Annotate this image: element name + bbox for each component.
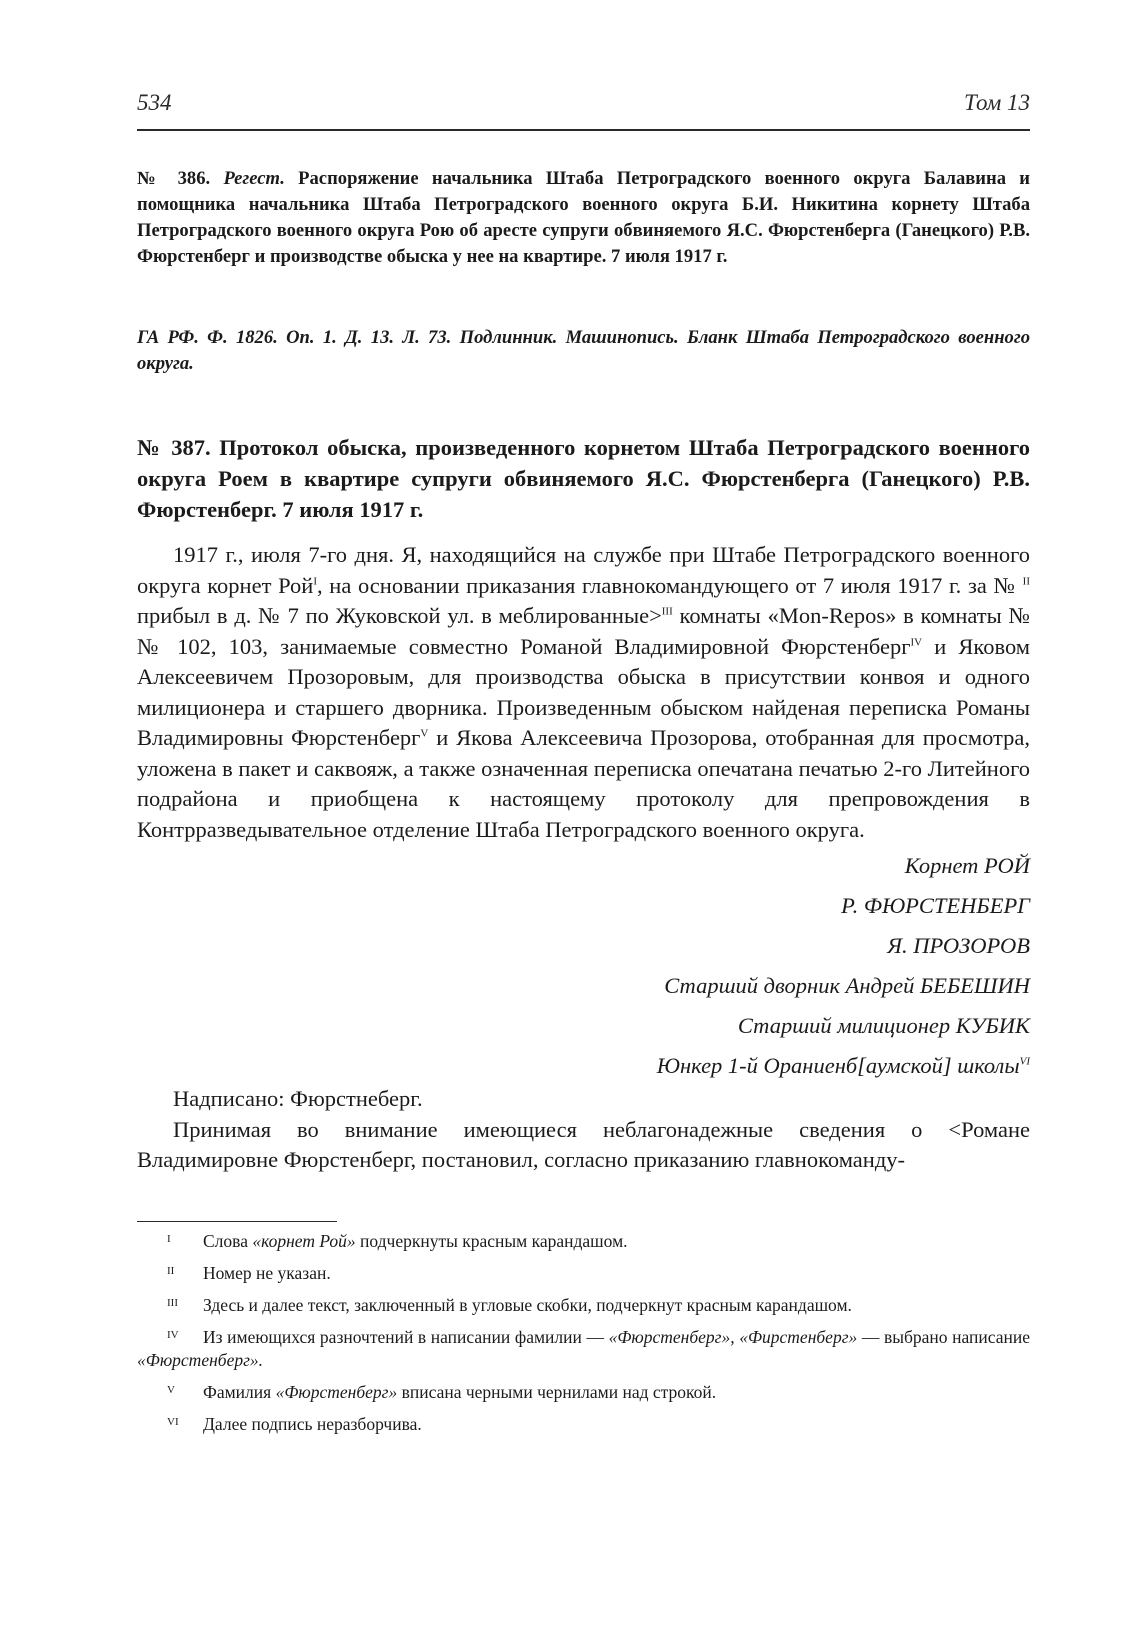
footnote-ref: III (661, 605, 673, 618)
signature-line: Р. ФЮРСТЕНБЕРГ (841, 893, 1030, 918)
footnote-mark: II (167, 1265, 175, 1277)
protocol-paragraph: 1917 г., июля 7-го дня. Я, находящийся на службе при Штабе Петроградского военного округа корнет Рой$^I$, на основании приказания главнокомандующего от 7 июля 1917 г. за № $^{II}$ прибыл в д. № 7 по Жуковской ул. в меблированные>$^{III}$ комнаты «Mon-Repos» в комнаты №№ 102, 103, занимаемые совместно Романой Владимировной Фюрстенберг$^{IV}$ и Яковом Алексеевичем Прозоровым, для производства обыска в присутствии конвоя и одного милиционера и старшего дворника. Произведенным обыском найденая переписка Романы Владимировны Фюрстенберг$^V$ и Якова Алексеевича Прозорова, отобранная для просмотра, уложена в пакет и саквояж, а также означенная переписка опечатана печатью 2-го Литейного подрайона и приобщена к настоящему протоколу для препровождения в Контрразведывательное отделение Штаба Петроградского военного округа. (137, 542, 1031, 842)
inscription-paragraph: Надписано: Фюрстнеберг. (173, 1086, 423, 1111)
signature-line: Старший дворник Андрей БЕБЕШИН (664, 973, 1030, 998)
document-title: № 387. Протокол обыска, произведенного корнетом Штаба Петроградского военного округа Роем в квартире супруги обвиняемого Я.С. Фюрстенберга (Ганецкого) Р.В. Фюрстенберг. 7 июля 1917 г. (137, 435, 1030, 522)
footnote: VI Далее подпись неразборчива. (137, 1413, 1030, 1436)
volume-label: Том 13 (963, 90, 1030, 115)
footnote: I Слова «корнет Рой» подчеркнуты красным карандашом. (137, 1230, 1030, 1253)
archive-note: ГА РФ. Ф. 1826. Оп. 1. Д. 13. Л. 73. Подлинник. Машинопись. Бланк Штаба Петроградского военного округа. (137, 327, 1030, 374)
regest-386 (137, 166, 1030, 270)
regest-kind: Регест. (223, 168, 285, 189)
protocol-continuation (137, 1084, 1030, 1176)
footnote-ref: V (420, 727, 429, 740)
footnote-ref: II (1022, 575, 1030, 587)
protocol-body (137, 540, 1030, 845)
footnote-mark: VI (167, 1416, 179, 1428)
footnote-ref: IV (910, 636, 923, 648)
page-number: 534 (137, 90, 172, 115)
footnote-rule (137, 1221, 337, 1222)
footnote-ref: I (313, 575, 317, 587)
footnote-ref: VI (1019, 1055, 1030, 1068)
signature-line: Я. ПРОЗОРОВ (887, 933, 1030, 958)
signature-line: Старший милиционер КУБИК (737, 1013, 1030, 1038)
footnote: V Фамилия «Фюрстенберг» вписана черными чернилами над строкой. (137, 1381, 1030, 1404)
resolution-paragraph: Принимая во внимание имеющиеся неблагонадежные сведения о <Романе Владимировне Фюрстенберг, постановил, согласно приказанию главнокоманду- (137, 1116, 1030, 1172)
signature-line: Корнет РОЙ (904, 853, 1030, 878)
footnote: IV Из имеющихся разночтений в написании фамилии — «Фюрстенберг», «Фирстенберг» — выбрано написание «Фюрстенберг». (137, 1326, 1030, 1372)
footnote: III Здесь и далее текст, заключенный в угловые скобки, подчеркнут красным карандашом. (137, 1294, 1030, 1317)
footnote-mark: V (167, 1384, 175, 1396)
running-header (137, 88, 1030, 124)
regest-text: Распоряжение начальника Штаба Петроградского военного округа Балавина и помощника начальника Штаба Петроградского военного округа Б.И. Никитина корнету Штаба Петроградского военного округа Рою об аресте супруги обвиняемого Я.С. Фюрстенберга (Ганецкого) Р.В. Фюрстенберг и производстве обыска у нее на квартире. 7 июля 1917 г. (137, 168, 1031, 267)
footnote-mark: I (167, 1233, 171, 1245)
regest-number: № 386. (137, 168, 211, 189)
signature-line: Юнкер 1-й Ораниенб[аумской] школы$^{VI}$ (656, 1053, 1030, 1078)
header-rule (137, 129, 1030, 131)
footnote-mark: III (167, 1297, 178, 1309)
signature-block (137, 846, 1030, 1086)
footnotes (137, 1230, 1030, 1445)
footnote: II Номер не указан. (137, 1262, 1030, 1285)
footnote-mark: IV (167, 1329, 179, 1341)
